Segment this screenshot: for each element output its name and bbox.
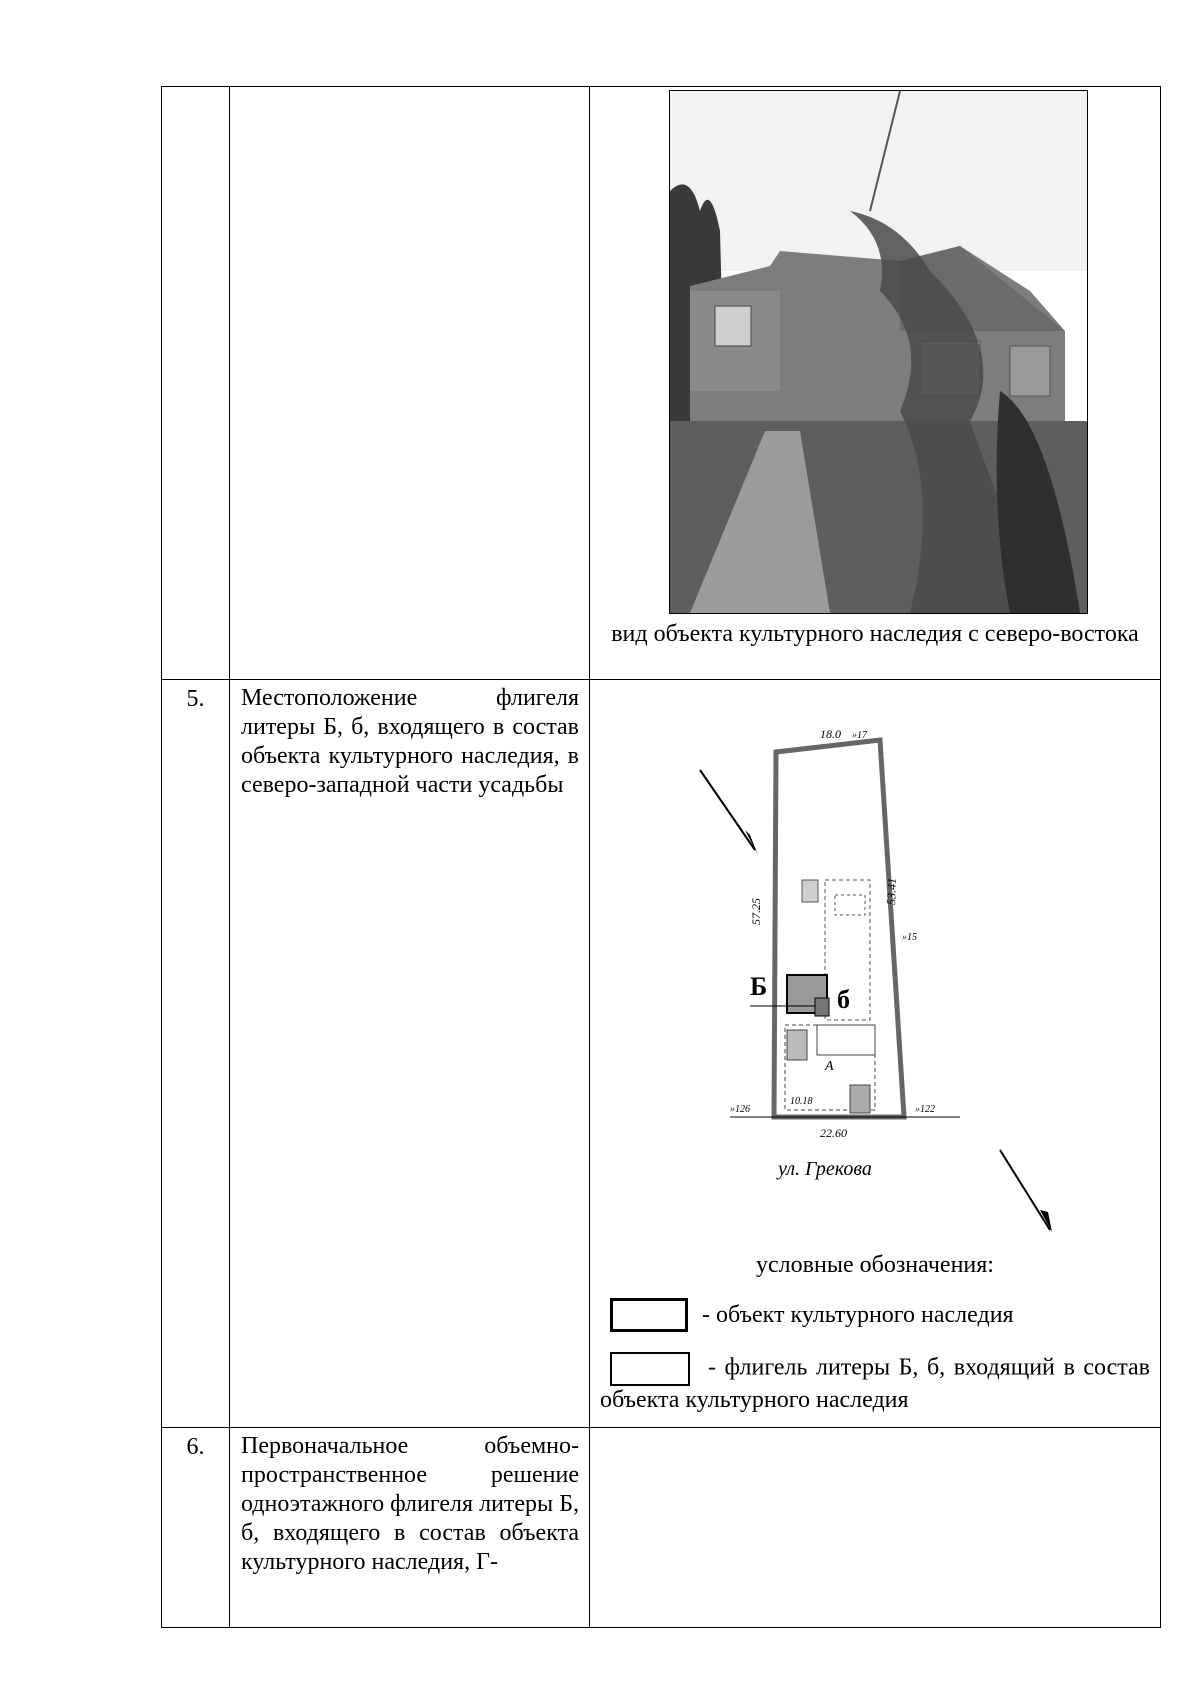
building-photo (669, 90, 1088, 614)
photo-caption: вид объекта культурного наследия с северо-востока (611, 621, 1139, 647)
dim-bottom2: 10.18 (790, 1096, 813, 1107)
dim-top: 18.0 (820, 727, 841, 741)
legend-text-wing: - флигель литеры Б, б, входящий в состав объекта культурного наследия (600, 1354, 1150, 1413)
legend-thick-box-icon (610, 1298, 688, 1332)
legend-title: условные обозначения: (756, 1252, 994, 1278)
label-lit-a: А (825, 1059, 834, 1074)
label-small-b: б (837, 985, 850, 1014)
empty-cell (590, 1428, 1161, 1628)
dim-right-small: »15 (902, 932, 917, 943)
street-arrow-icon (1000, 1150, 1050, 1230)
dim-right: 53.41 (884, 877, 899, 906)
dim-left: 57.25 (749, 898, 763, 925)
row-description (230, 87, 590, 680)
photo-cell (590, 87, 1161, 680)
plan-cell (590, 680, 1161, 1428)
legend-item-wing (600, 1352, 1150, 1415)
row-description: Местоположение флигеля литеры Б, б, входящего в состав объекта культурного наследия, в северо-западной части усадьбы (230, 680, 590, 1428)
document-table (161, 86, 1161, 1628)
row-number (162, 87, 230, 680)
mark-left: »126 (730, 1104, 750, 1115)
mark-right: »122 (915, 1104, 935, 1115)
legend-item-heritage (610, 1298, 1014, 1332)
site-plan (690, 700, 1120, 1245)
row-number: 5. (162, 680, 230, 1428)
legend-text-heritage: - объект культурного наследия (702, 1301, 1014, 1328)
north-arrow-icon (700, 770, 755, 850)
dim-bottom1: 22.60 (820, 1126, 847, 1140)
label-big-b: Б (750, 972, 768, 1001)
table-row-original-solution (162, 1428, 1161, 1628)
street-label: ул. Грекова (778, 1158, 872, 1180)
row-description: Первоначальное объемно-пространственное решение одноэтажного флигеля литеры Б, б, входящего в состав объекта культурного наследия, Г- (230, 1428, 590, 1628)
table-row-location (162, 680, 1161, 1428)
table-row-photo (162, 87, 1161, 680)
row-number: 6. (162, 1428, 230, 1628)
legend-thin-box-icon (610, 1352, 690, 1386)
dim-top2: »17 (852, 730, 867, 741)
